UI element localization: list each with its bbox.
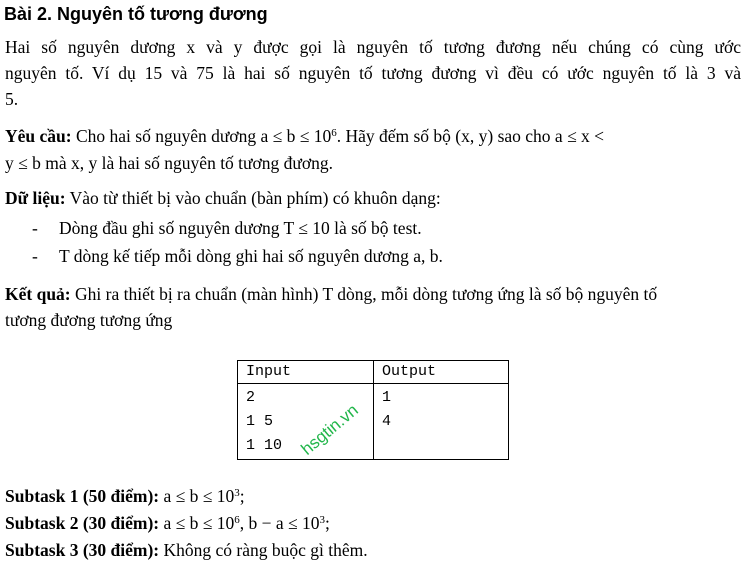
intro-line-3: 5. [5, 89, 19, 109]
input-bullet-2: T dòng kế tiếp mỗi dòng ghi hai số nguyên dương a, b. [59, 246, 443, 266]
requirement-label: Yêu cầu: [5, 126, 72, 146]
bullet-dash-2: - [32, 246, 38, 266]
bullet-dash-1: - [32, 218, 38, 238]
input-bullet-1: Dòng đầu ghi số nguyên dương T ≤ 10 là số bộ test. [59, 218, 422, 238]
watermark: hsgtin.vn [297, 400, 362, 459]
output-spec-line-1 [5, 284, 657, 305]
subtask-text: $a \le b \le 10^3$; [163, 486, 245, 506]
problem-title: Bài 2. Nguyên tố tương đương [4, 4, 268, 24]
requirement-line-2: y ≤ b mà x, y là hai số nguyên tố tương đương. [5, 153, 334, 173]
subtask-text: $a \le b \le 10^6$, $b - a \le 10^3$; [163, 513, 330, 533]
output-line: 1 [382, 389, 392, 406]
input-spec-label: Dữ liệu: [5, 188, 66, 208]
output-spec-line-2: tương đương tương ứng [5, 310, 173, 330]
output-cell [374, 384, 509, 460]
intro-line-2: nguyên tố. Ví dụ 15 và 75 là hai số nguyên tố tương đương vì đều có ước nguyên tố là 3 và [5, 63, 741, 83]
subtask-1 [5, 486, 245, 507]
requirement-line-1 [5, 126, 604, 147]
output-spec-label: Kết quả: [5, 284, 71, 304]
requirement-text-1: Cho hai số nguyên dương $a \le b \le 10^6$. Hãy đếm số bộ (x, y) sao cho a ≤ x < [75, 126, 605, 146]
input-spec-line [5, 188, 441, 209]
input-line: 1 5 [246, 413, 274, 430]
output-header: Output [374, 361, 509, 384]
output-spec-text: Ghi ra thiết bị ra chuẩn (màn hình) T dòng, mỗi dòng tương ứng là số bộ nguyên tố [75, 284, 658, 304]
subtask-text: Không có ràng buộc gì thêm. [163, 540, 368, 560]
subtask-3 [5, 540, 368, 561]
input-line: 1 10 [246, 437, 283, 454]
output-line: 4 [382, 413, 392, 430]
input-line: 2 [246, 389, 256, 406]
subtask-2 [5, 513, 330, 534]
intro-line-1: Hai số nguyên dương x và y được gọi là nguyên tố tương đương nếu chúng có cùng ước [5, 37, 741, 57]
subtask-label: Subtask 2 (30 điểm): [5, 513, 160, 533]
example-table [237, 360, 509, 460]
input-header: Input [238, 361, 374, 384]
subtask-label: Subtask 1 (50 điểm): [5, 486, 160, 506]
subtask-label: Subtask 3 (30 điểm): [5, 540, 160, 560]
input-spec-text: Vào từ thiết bị vào chuẩn (bàn phím) có khuôn dạng: [69, 188, 441, 208]
